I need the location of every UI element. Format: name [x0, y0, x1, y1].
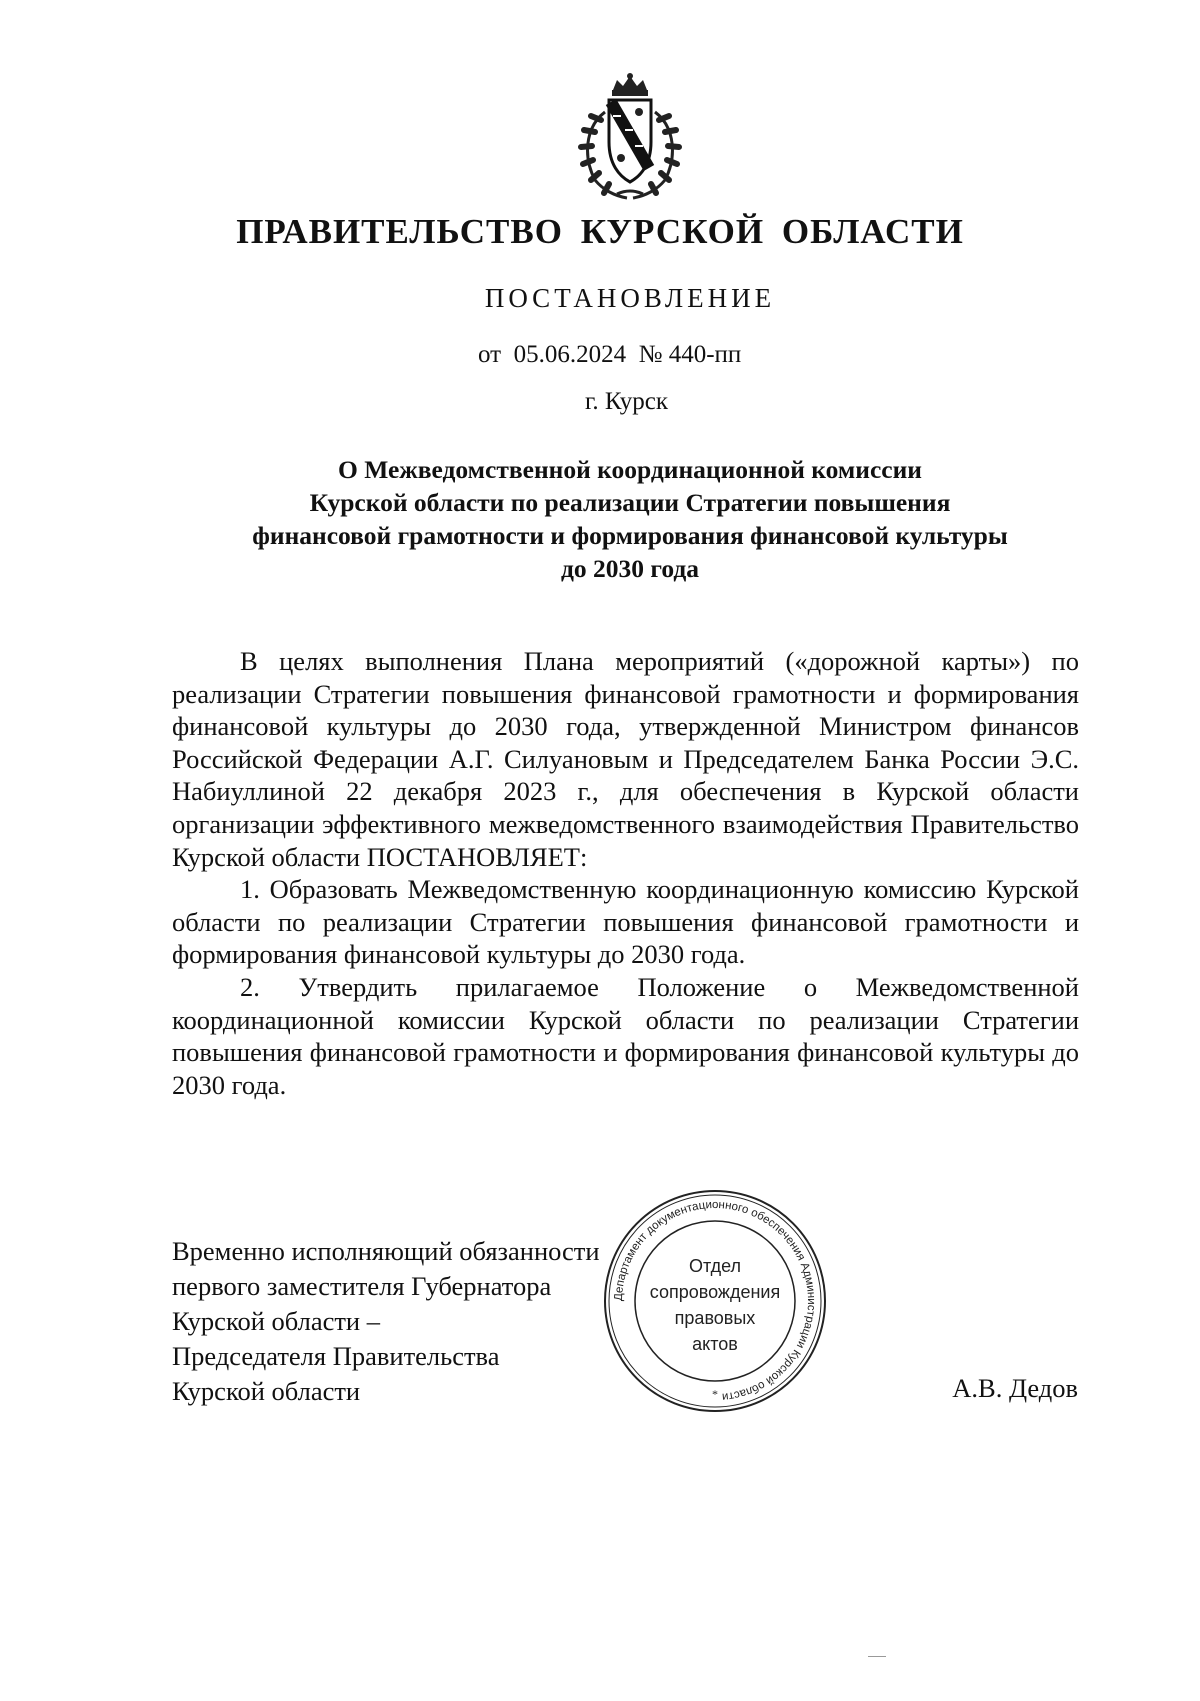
signatory-position-line: Курской области –	[172, 1306, 380, 1336]
document-subject	[185, 453, 1075, 585]
signatory-position	[172, 1234, 600, 1409]
official-stamp	[602, 1188, 828, 1414]
subject-line: Курской области по реализации Стратегии повышения	[309, 488, 951, 517]
stamp-star-icon: *	[712, 1387, 718, 1401]
subject-line: О Межведомственной координационной комиссии	[338, 455, 922, 484]
item-2-paragraph: 2. Утвердить прилагаемое Положение о Межведомственной координационной комиссии Курской области по реализации Стратегии повышения финансовой грамотности и формирования финансовой культуры до 2030 года.	[172, 971, 1079, 1100]
signatory-position-line: Председателя Правительства	[172, 1341, 500, 1371]
item-1-paragraph: 1. Образовать Межведомственную координационную комиссию Курской области по реализации Стратегии повышения финансовой грамотности и формирования финансовой культуры до 2030 года.	[172, 874, 1079, 970]
signatory-position-line: первого заместителя Губернатора	[172, 1271, 552, 1301]
scan-artifact	[868, 1656, 886, 1657]
stamp-center-line: сопровождения	[649, 1282, 781, 1302]
subject-line: финансовой грамотности и формирования финансовой культуры	[252, 521, 1008, 550]
signatory-name: А.В. Дедов	[952, 1373, 1078, 1403]
preamble-paragraph: В целях выполнения Плана мероприятий («дорожной карты») по реализации Стратегии повышения финансовой грамотности и формирования финансовой культуры до 2030 года, утвержденной Министром финансов Российской Федерации А.Г. Силуановым и Председателем Банка России Э.С. Набиуллиной 22 декабря 2023 г., для обеспечения в Курской области организации эффективного межведомственного взаимодействия Правительство Курской области ПОСТАНОВЛЯЕТ:	[172, 646, 1079, 872]
city-of-issue: г. Курск	[585, 388, 668, 415]
coat-of-arms-icon	[565, 72, 695, 202]
date-and-number: от 05.06.2024 № 440-пп	[478, 341, 742, 368]
stamp-ring-text: Департамент документационного обеспечения Администрации Курской области	[612, 1198, 818, 1403]
stamp-center-line: правовых	[674, 1308, 756, 1328]
signatory-position-line: Курской области	[172, 1376, 361, 1406]
document-type: ПОСТАНОВЛЕНИЕ	[484, 283, 776, 313]
organization-title: ПРАВИТЕЛЬСТВО КУРСКОЙ ОБЛАСТИ	[236, 212, 964, 251]
stamp-center-line: актов	[692, 1334, 738, 1354]
stamp-center-line: Отдел	[688, 1256, 742, 1276]
subject-line: до 2030 года	[560, 554, 699, 583]
document-body	[172, 645, 1079, 1101]
signatory-position-line: Временно исполняющий обязанности	[172, 1236, 600, 1266]
